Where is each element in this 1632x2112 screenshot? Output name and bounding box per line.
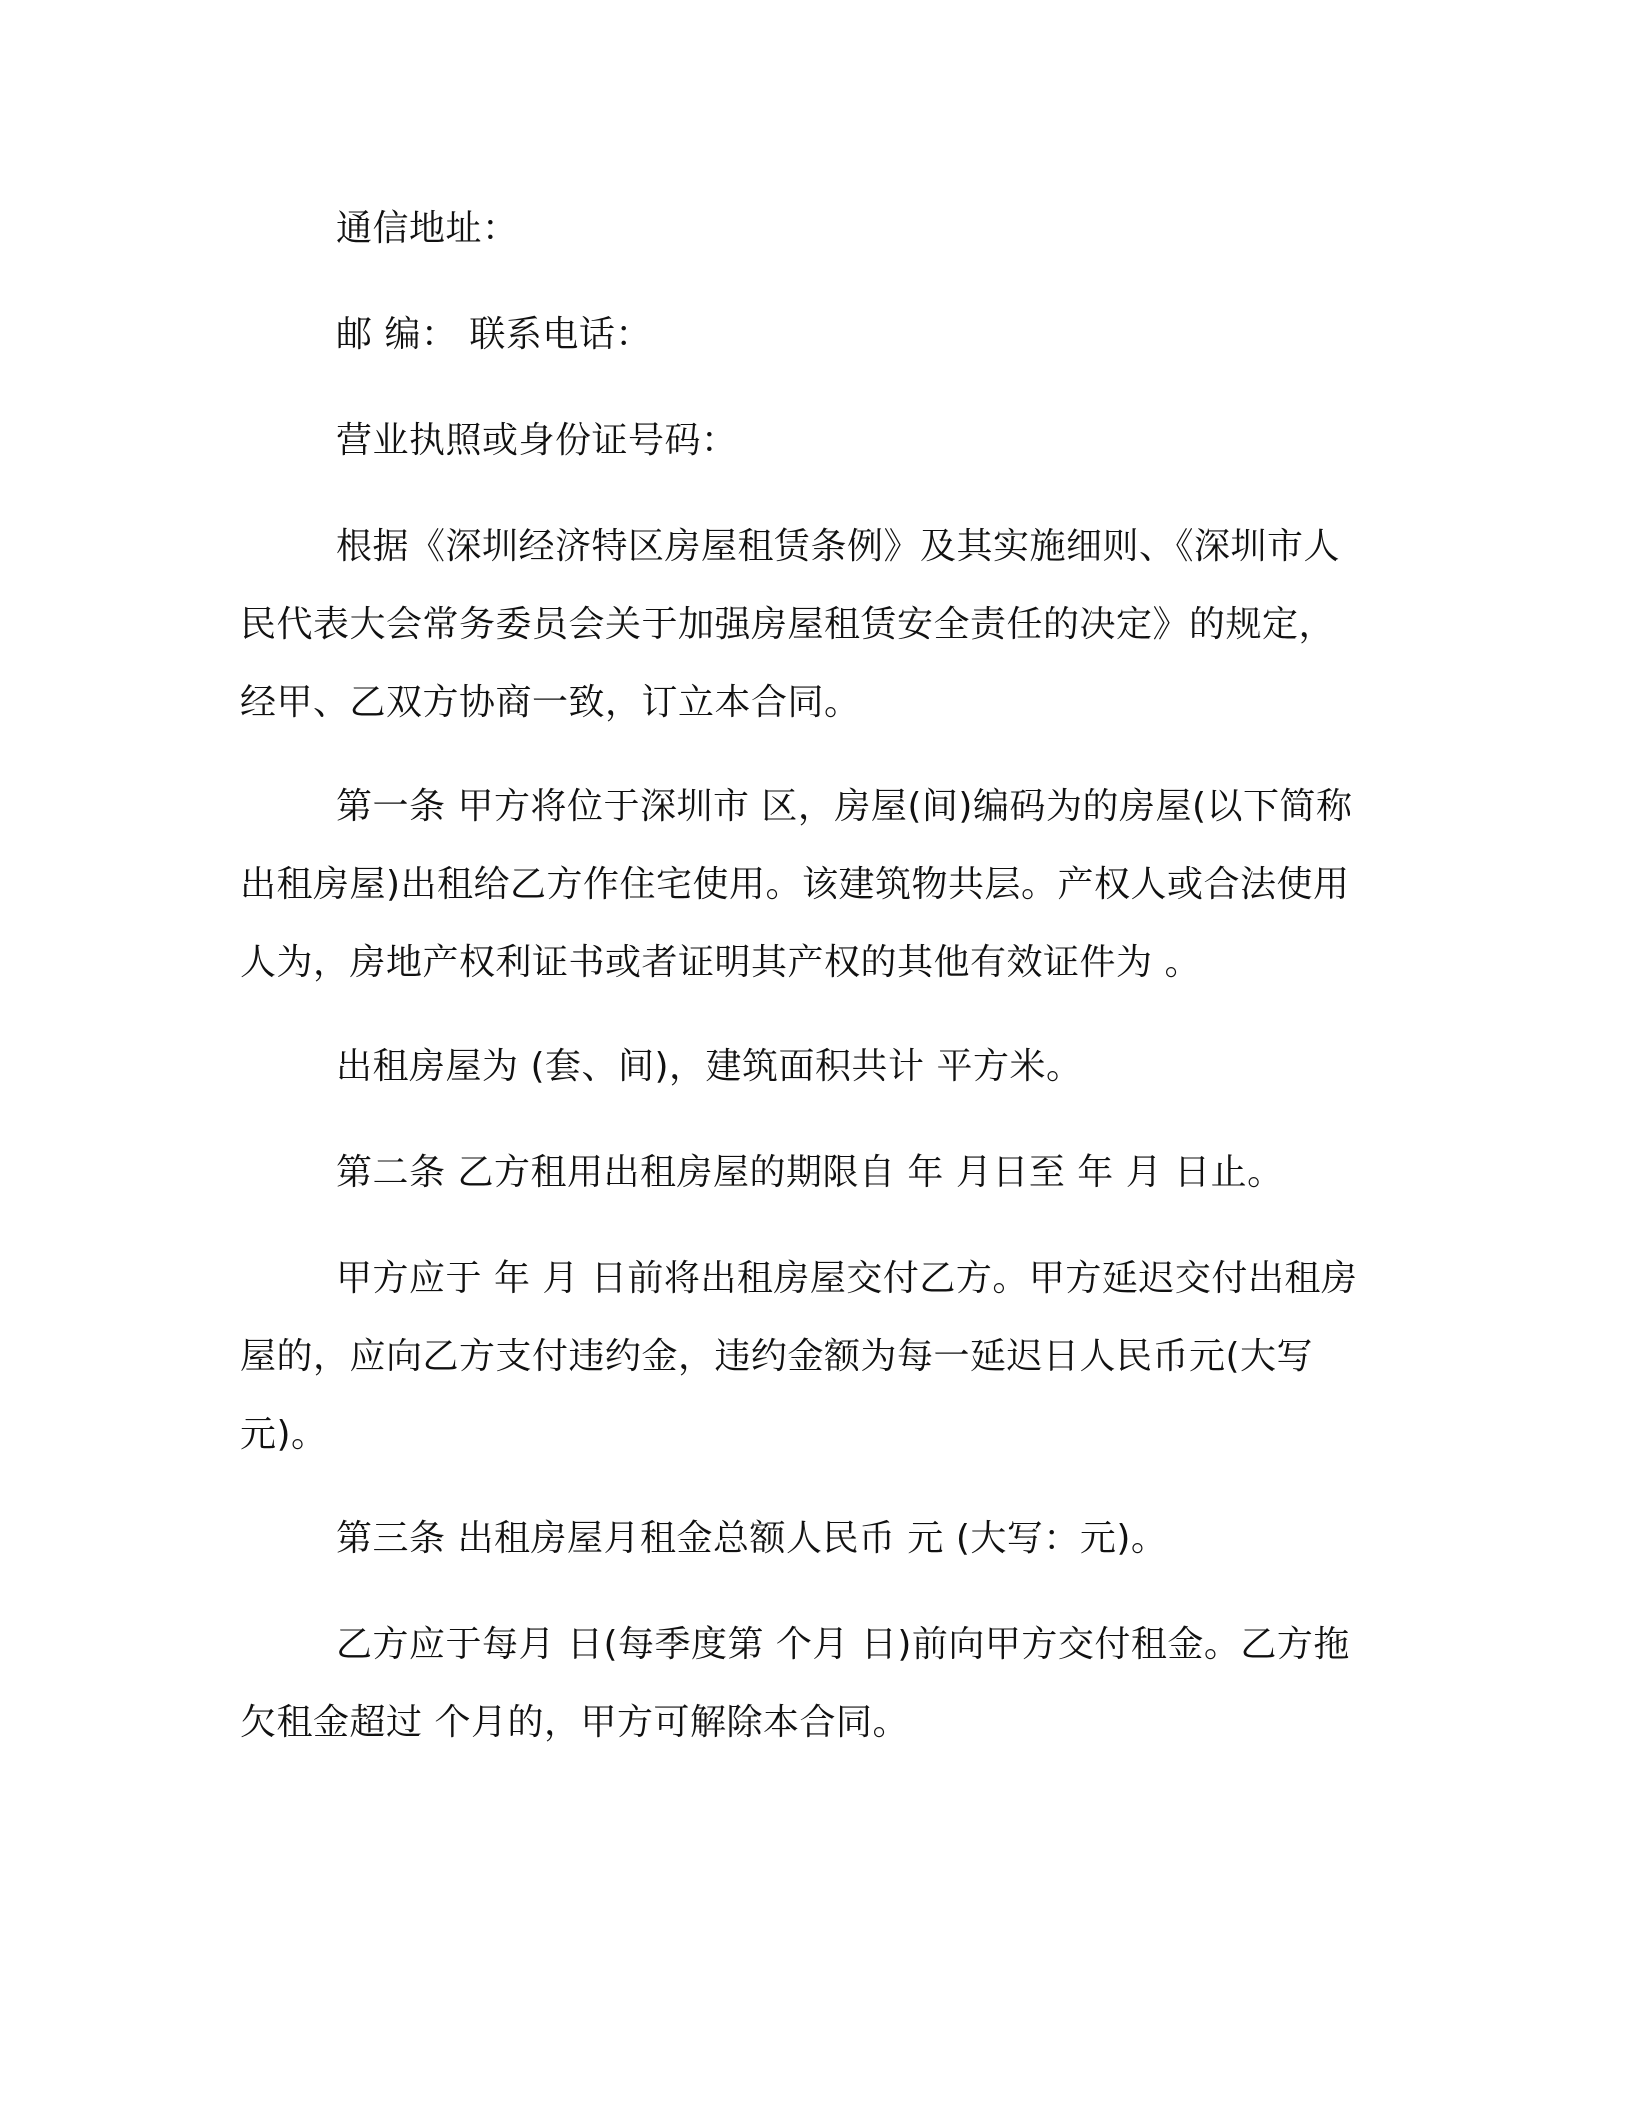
paragraph-gap — [240, 1474, 1380, 1500]
text-line: 通信地址： — [336, 208, 519, 249]
text-line: 营业执照或身份证号码： — [336, 420, 738, 461]
paragraph-gap — [240, 374, 1380, 402]
paragraph-gap — [240, 1212, 1380, 1240]
text-line: 元)。 — [240, 1414, 328, 1455]
paragraph-gap — [240, 742, 1380, 768]
text-line: 第一条 甲方将位于深圳市 区，房屋(间)编码为的房屋(以下简称 — [336, 786, 1353, 827]
text-line: 民代表大会常务委员会关于加强房屋租赁安全责任的决定》的规定， — [240, 604, 1336, 645]
paragraph-gap — [240, 1106, 1380, 1134]
text-line: 出租房屋)出租给乙方作住宅使用。该建筑物共层。产权人或合法使用 — [240, 864, 1350, 905]
paragraph-postcode-phone — [240, 296, 1380, 374]
paragraph-gap — [240, 480, 1380, 508]
text-line: 人为，房地产权利证书或者证明其产权的其他有效证件为 。 — [240, 942, 1201, 983]
paragraph-rent-payment — [240, 1606, 1380, 1762]
text-line: 第三条 出租房屋月租金总额人民币 元 (大写：元)。 — [336, 1518, 1168, 1559]
document-body — [240, 190, 1380, 1762]
paragraph-article-2 — [240, 1134, 1380, 1212]
paragraph-gap — [240, 268, 1380, 296]
paragraph-license-id — [240, 402, 1380, 480]
text-line: 邮 编： 联系电话： — [336, 314, 652, 355]
paragraph-gap — [240, 1578, 1380, 1606]
paragraph-delivery — [240, 1240, 1380, 1474]
text-line: 根据《深圳经济特区房屋租赁条例》及其实施细则、《深圳市人 — [336, 526, 1341, 567]
text-line: 甲方应于 年 月 日前将出租房屋交付乙方。甲方延迟交付出租房 — [336, 1258, 1358, 1299]
text-line: 屋的，应向乙方支付违约金，违约金额为每一延迟日人民币元(大写 — [240, 1336, 1314, 1377]
text-line: 经甲、乙双方协商一致，订立本合同。 — [240, 682, 861, 723]
text-line: 欠租金超过 个月的，甲方可解除本合同。 — [240, 1702, 909, 1743]
paragraph-area — [240, 1028, 1380, 1106]
paragraph-mailing-address — [240, 190, 1380, 268]
paragraph-gap — [240, 1002, 1380, 1028]
paragraph-article-3 — [240, 1500, 1380, 1578]
text-line: 出租房屋为 (套、间)，建筑面积共计 平方米。 — [336, 1046, 1083, 1087]
paragraph-preamble — [240, 508, 1380, 742]
text-line: 乙方应于每月 日(每季度第 个月 日)前向甲方交付租金。乙方拖 — [336, 1624, 1350, 1665]
text-line: 第二条 乙方租用出租房屋的期限自 年 月日至 年 月 日止。 — [336, 1152, 1284, 1193]
paragraph-article-1 — [240, 768, 1380, 1002]
